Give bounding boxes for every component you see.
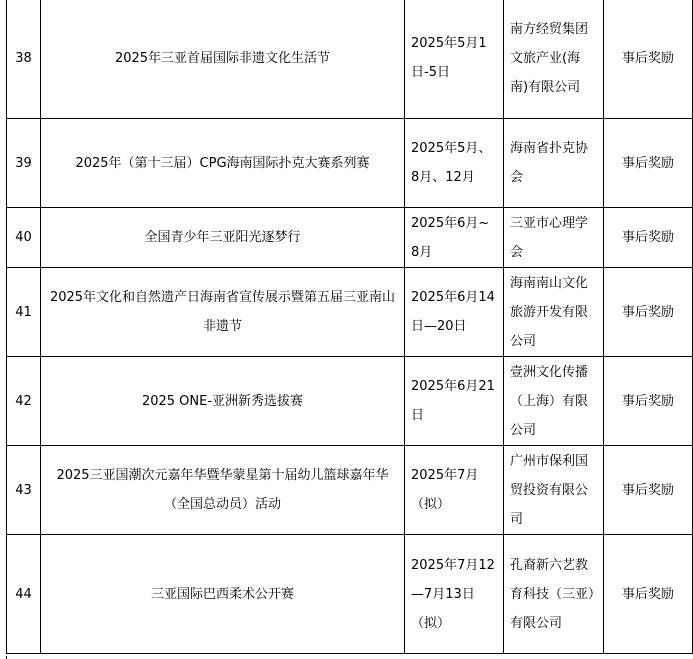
event-name: 2025年三亚首届国际非遗文化生活节 [41,0,405,119]
event-name: 2025三亚国潮次元嘉年华暨华蒙星第十届幼儿篮球嘉年华（全国总动员）活动 [41,446,405,535]
row-number: 38 [7,0,41,119]
event-date: 2025年6月~8月 [405,208,504,268]
event-name: 三亚国际巴西柔术公开赛 [41,535,405,654]
table-row [7,208,693,268]
row-number: 44 [7,535,41,654]
event-date: 2025年7月（拟） [405,446,504,535]
table-row [7,119,693,208]
award-type: 事后奖励 [604,357,693,446]
row-number: 39 [7,119,41,208]
event-date: 2025年7月12—7月13日（拟） [405,535,504,654]
events-table [6,0,693,654]
event-organizer: 壹洲文化传播（上海）有限公司 [504,357,604,446]
table-row [7,535,693,654]
row-number: 40 [7,208,41,268]
award-type: 事后奖励 [604,208,693,268]
table-row [7,446,693,535]
event-name: 全国青少年三亚阳光逐梦行 [41,208,405,268]
event-organizer: 三亚市心理学会 [504,208,604,268]
event-organizer: 南方经贸集团文旅产业(海南)有限公司 [504,0,604,119]
event-date: 2025年5月、8月、12月 [405,119,504,208]
award-type: 事后奖励 [604,119,693,208]
event-name: 2025年文化和自然遗产日海南省宣传展示暨第五届三亚南山非遗节 [41,268,405,357]
award-type: 事后奖励 [604,446,693,535]
table-row [7,357,693,446]
row-number: 43 [7,446,41,535]
award-type: 事后奖励 [604,0,693,119]
award-type: 事后奖励 [604,268,693,357]
event-organizer: 广州市保利国贸投资有限公司 [504,446,604,535]
event-organizer: 海南南山文化旅游开发有限公司 [504,268,604,357]
event-date: 2025年6月21日 [405,357,504,446]
event-date: 2025年5月1日-5日 [405,0,504,119]
event-name: 2025年（第十三届）CPG海南国际扑克大赛系列赛 [41,119,405,208]
event-organizer: 孔裔新六艺教育科技（三亚）有限公司 [504,535,604,654]
event-name: 2025 ONE-亚洲新秀选拔赛 [41,357,405,446]
event-organizer: 海南省扑克协会 [504,119,604,208]
table-row [7,268,693,357]
event-date: 2025年6月14日—20日 [405,268,504,357]
row-number: 41 [7,268,41,357]
table-row [7,0,693,119]
award-type: 事后奖励 [604,535,693,654]
row-number: 42 [7,357,41,446]
